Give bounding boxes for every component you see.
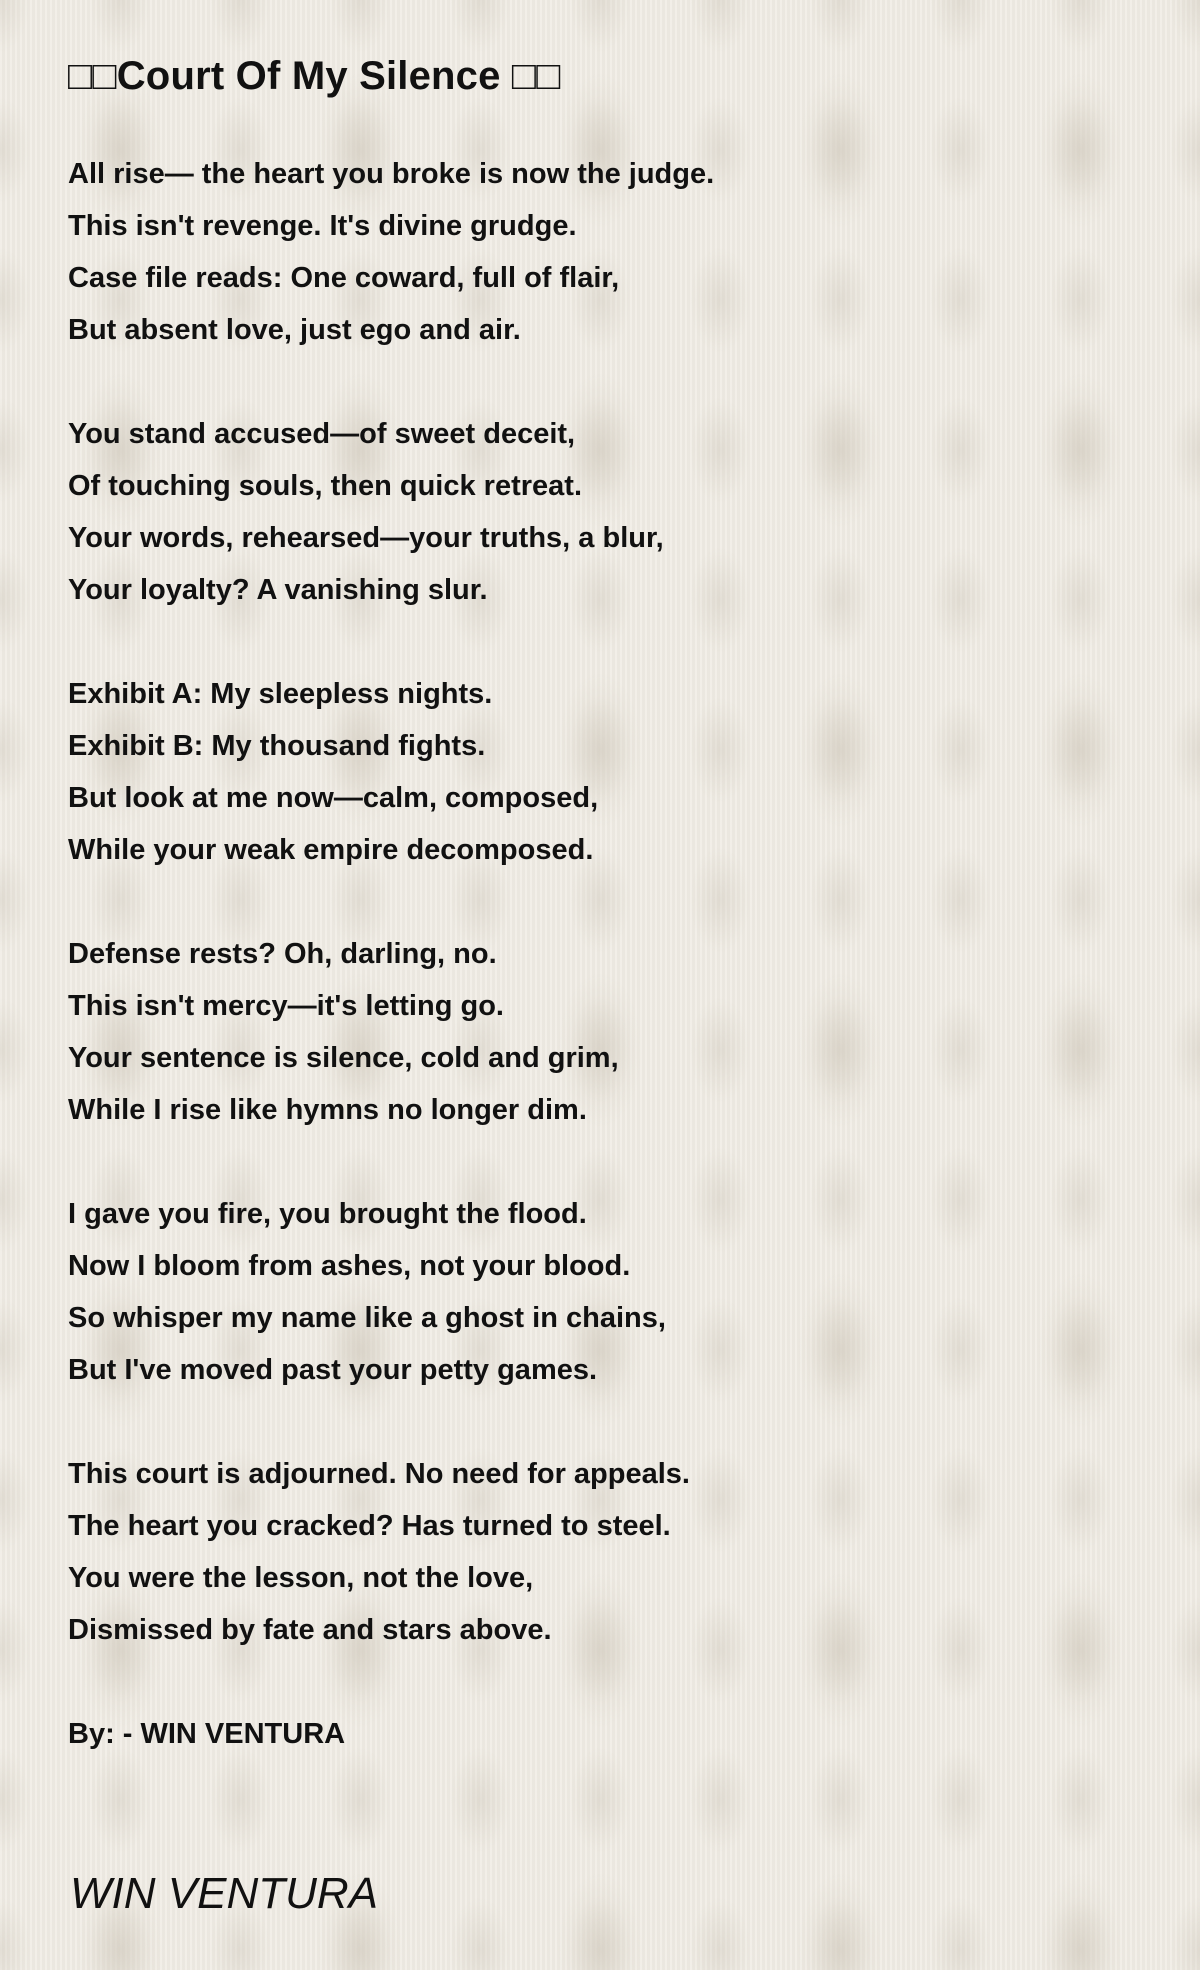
poem-line: I gave you fire, you brought the flood. <box>68 1198 587 1230</box>
stanza-4 <box>68 928 1148 1136</box>
poem-line: But I've moved past your petty games. <box>68 1354 598 1386</box>
poem-line: Your loyalty? A vanishing slur. <box>68 574 488 606</box>
author-signature: WIN VENTURA <box>70 1869 378 1918</box>
stanza-6 <box>68 1448 1148 1656</box>
poem-line: This court is adjourned. No need for appeals. <box>68 1458 690 1490</box>
poem-line: Exhibit B: My thousand fights. <box>68 730 486 762</box>
poem-line: This isn't mercy—it's letting go. <box>68 990 504 1022</box>
poem-line: While I rise like hymns no longer dim. <box>68 1094 587 1126</box>
poem-line: You were the lesson, not the love, <box>68 1562 534 1594</box>
poem-page <box>68 0 1148 1760</box>
poem-body <box>68 148 1148 1760</box>
poem-line: So whisper my name like a ghost in chains, <box>68 1302 666 1334</box>
poem-line: While your weak empire decomposed. <box>68 834 594 866</box>
poem-line: Of touching souls, then quick retreat. <box>68 470 582 502</box>
stanza-5 <box>68 1188 1148 1396</box>
stanza-3 <box>68 668 1148 876</box>
poem-line: But absent love, just ego and air. <box>68 314 521 346</box>
poem-line: But look at me now—calm, composed, <box>68 782 599 814</box>
poem-byline: By: - WIN VENTURA <box>68 1718 346 1750</box>
poem-line: Defense rests? Oh, darling, no. <box>68 938 497 970</box>
poem-line: You stand accused—of sweet deceit, <box>68 418 576 450</box>
poem-line: The heart you cracked? Has turned to steel. <box>68 1510 671 1542</box>
poem-line: Your sentence is silence, cold and grim, <box>68 1042 619 1074</box>
poem-line: All rise— the heart you broke is now the judge. <box>68 158 715 190</box>
poem-line: This isn't revenge. It's divine grudge. <box>68 210 577 242</box>
poem-line: Your words, rehearsed—your truths, a blur, <box>68 522 664 554</box>
poem-line: Exhibit A: My sleepless nights. <box>68 678 493 710</box>
poem-line: Dismissed by fate and stars above. <box>68 1614 552 1646</box>
stanza-1 <box>68 148 1148 356</box>
stanza-2 <box>68 408 1148 616</box>
poem-title: □□Court Of My Silence □□ <box>68 54 561 98</box>
poem-line: Now I bloom from ashes, not your blood. <box>68 1250 631 1282</box>
poem-line: Case file reads: One coward, full of flair, <box>68 262 620 294</box>
